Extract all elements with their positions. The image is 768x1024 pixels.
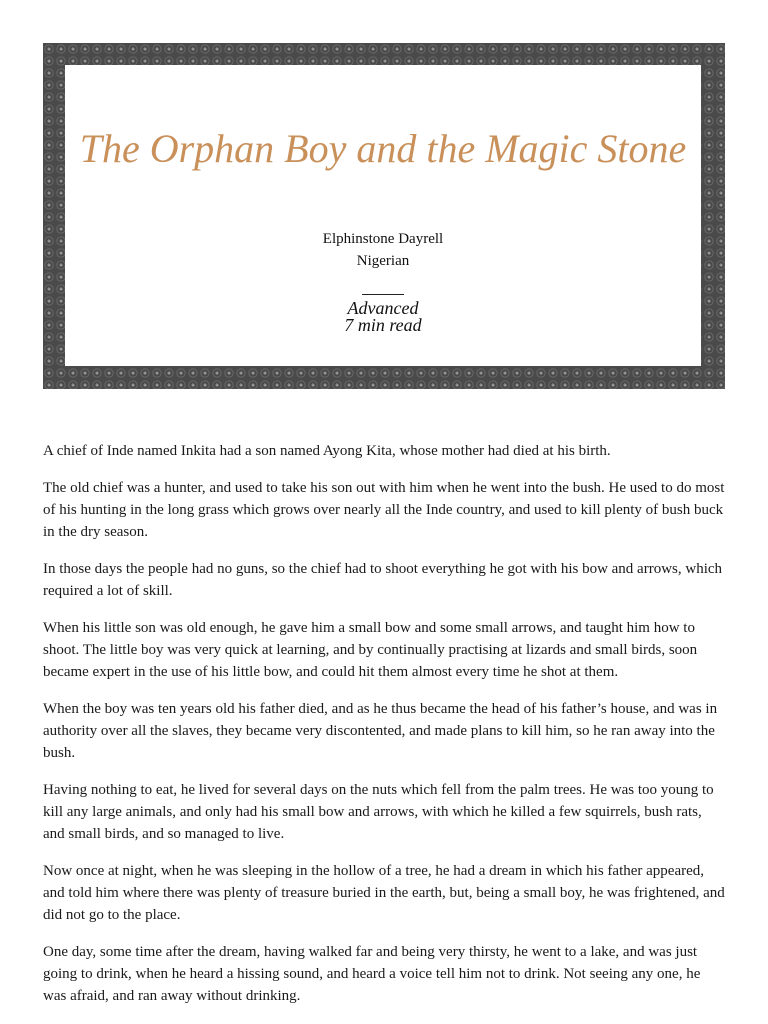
story-paragraph: Having nothing to eat, he lived for several days on the nuts which fell from the palm trees. He was too young to kill any large animals, and only had his small bow and arrows, with which he killed a few squirrels, bush rats, and small birds, and so managed to live. (43, 782, 714, 842)
cover-panel (65, 65, 701, 366)
story-origin: Nigerian (356, 253, 410, 269)
story-title: The Orphan Boy and the Magic Stone (79, 126, 687, 171)
story-paragraph: When his little son was old enough, he gave him a small bow and some small arrows, and taught him how to shoot. The little boy was very quick at learning, and by continually practising at lizards and small birds, soon became expert in the use of his little bow, and could hit them almost every time he shot at them. (43, 620, 698, 680)
cover-frame (43, 43, 725, 389)
story-paragraph: In those days the people had no guns, so the chief had to shoot everything he got with his bow and arrows, which required a lot of skill. (43, 561, 723, 599)
story-body (43, 440, 725, 1022)
story-paragraph: When the boy was ten years old his father died, and as he thus became the head of his father’s house, and was in authority over all the slaves, they became very discontented, and made plans to kill him, so he ran away into the bush. (43, 701, 718, 761)
story-paragraph: A chief of Inde named Inkita had a son named Ayong Kita, whose mother had died at his birth. (43, 443, 611, 459)
author-name: Elphinstone Dayrell (322, 231, 444, 247)
story-paragraph: One day, some time after the dream, having walked far and being very thirsty, he went to a lake, and was just going to drink, when he heard a hissing sound, and heard a voice tell him not to drink. Not seeing any one, he was afraid, and ran away without drinking. (43, 944, 701, 1004)
title-divider (362, 294, 404, 295)
read-time: 7 min read (344, 315, 422, 335)
story-paragraph: The old chief was a hunter, and used to take his son out with him when he went into the bush. He used to do most of his hunting in the long grass which grows over nearly all the Inde country, and used to kill plenty of bush buck in the dry season. (43, 480, 725, 540)
reading-level: Advanced (347, 298, 419, 318)
story-paragraph: Now once at night, when he was sleeping in the hollow of a tree, he had a dream in which his father appeared, and told him where there was plenty of treasure buried in the earth, but, being a small boy, he was frightened, and did not go to the place. (43, 863, 725, 923)
